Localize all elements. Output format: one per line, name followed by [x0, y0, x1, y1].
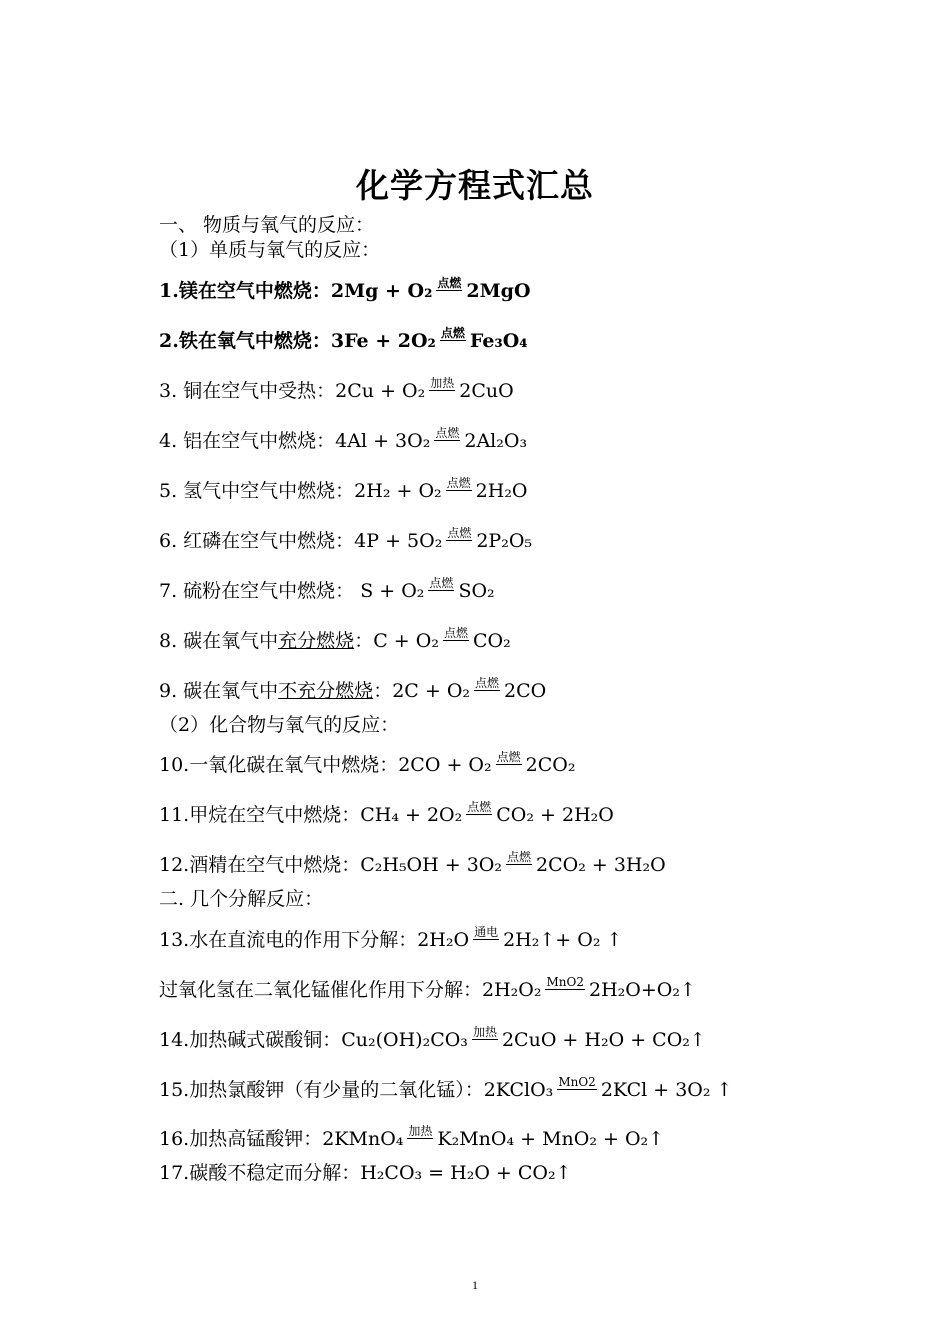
condition-mark: 点燃 [467, 800, 492, 814]
condition-mark: 加热 [430, 376, 455, 390]
reaction-label: 14.加热碱式碳酸铜： [159, 1029, 342, 1051]
reaction-label-emphasis: 充分燃烧 [278, 630, 355, 652]
condition-mark: 点燃 [443, 626, 468, 640]
products: 2MgO [466, 280, 531, 302]
reaction-label: 过氧化氢在二氧化锰催化作用下分解： [159, 979, 483, 1001]
reaction-label: 15.加热氯酸钾（有少量的二氧化锰）： [159, 1079, 484, 1101]
reaction-8 [159, 627, 511, 653]
reaction-14 [159, 1026, 706, 1052]
products: Fe₃O₄ [469, 330, 528, 352]
section-heading-oxygen: 一、 物质与氧气的反应： [159, 214, 375, 236]
reactants: 2H₂O₂ [482, 979, 542, 1001]
condition-mark: 点燃 [475, 676, 500, 690]
reaction-label-colon: ： [354, 630, 374, 652]
reaction-4 [159, 427, 527, 453]
subsection-elements: （1）单质与氧气的反应： [159, 239, 381, 261]
reaction-15 [159, 1076, 732, 1102]
products: 2Al₂O₃ [464, 430, 528, 452]
reaction-label: 13.水在直流电的作用下分解： [159, 929, 418, 951]
products: 2P₂O₅ [476, 530, 533, 552]
products: K₂MnO₄ + MnO₂ + O₂↑ [437, 1128, 665, 1150]
condition-mark: 点燃 [429, 576, 454, 590]
reaction-3 [159, 377, 514, 403]
reaction-label: 6. 红磷在空气中燃烧： [159, 530, 355, 552]
condition-mark: 点燃 [440, 326, 465, 340]
reaction-10 [159, 751, 575, 777]
reaction-16 [159, 1125, 664, 1151]
products: 2KCl + 3O₂ ↑ [600, 1079, 733, 1101]
reactants: Cu₂(OH)₂CO₃ [341, 1029, 468, 1051]
reaction-9 [159, 677, 546, 703]
condition-mark: 点燃 [446, 476, 471, 490]
products: 2CO [504, 680, 547, 702]
reactants: C + O₂ [373, 630, 439, 652]
reactants: S + O₂ [354, 580, 425, 602]
reactants: 2H₂ + O₂ [354, 480, 442, 502]
reaction-hydrogen-peroxide [159, 976, 696, 1002]
reaction-1 [159, 277, 531, 303]
page-title: 化学方程式汇总 [356, 166, 594, 205]
reaction-label: 7. 硫粉在空气中燃烧： [159, 580, 355, 602]
reaction-label: 4. 铝在空气中燃烧： [159, 430, 336, 452]
reactants: CH₄ + 2O₂ [360, 804, 463, 826]
reactants: 2C + O₂ [392, 680, 471, 702]
condition-mark: 点燃 [435, 426, 460, 440]
products: 2H₂O [475, 480, 528, 502]
reactants: 2CO + O₂ [398, 754, 492, 776]
reactants: C₂H₅OH + 3O₂ [360, 854, 502, 876]
reactants: 4P + 5O₂ [354, 530, 443, 552]
reaction-label: 2.铁在氧气中燃烧： [159, 330, 331, 352]
reaction-label: 12.酒精在空气中燃烧： [159, 854, 361, 876]
reaction-label: 17.碳酸不稳定而分解： [159, 1162, 361, 1184]
reaction-label-emphasis: 不充分燃烧 [278, 680, 374, 702]
reaction-11 [159, 801, 614, 827]
products: 2CuO + H₂O + CO₂↑ [501, 1029, 706, 1051]
subsection-compounds: （2）化合物与氧气的反应： [159, 714, 400, 736]
reaction-label: 11.甲烷在空气中燃烧： [159, 804, 361, 826]
condition-mark: 点燃 [437, 276, 462, 290]
condition-mark: 点燃 [496, 750, 521, 764]
condition-mark: 点燃 [447, 526, 472, 540]
reaction-label: 16.加热高锰酸钾： [159, 1128, 323, 1150]
condition-mark: MnO2 [546, 975, 584, 989]
reaction-label-colon: ： [373, 680, 393, 702]
reaction-2 [159, 327, 528, 353]
products: SO₂ [458, 580, 495, 602]
reaction-12 [159, 851, 666, 877]
reaction-5 [159, 477, 528, 503]
condition-mark: 加热 [472, 1025, 497, 1039]
reaction-label: 1.镁在空气中燃烧： [159, 280, 331, 302]
reaction-label: 10.一氧化碳在氧气中燃烧： [159, 754, 399, 776]
condition-mark: MnO2 [558, 1075, 596, 1089]
reaction-6 [159, 527, 532, 553]
reactants: 2KMnO₄ [322, 1128, 404, 1150]
page-number: 1 [472, 1278, 478, 1292]
products: CO₂ + 2H₂O [496, 804, 614, 826]
reaction-13 [159, 926, 622, 952]
reactants: 2Cu + O₂ [335, 380, 426, 402]
condition-mark: 加热 [408, 1124, 433, 1138]
reaction-label: 3. 铜在空气中受热： [159, 380, 336, 402]
reactants: 2KClO₃ [483, 1079, 554, 1101]
reaction-label: 5. 氢气中空气中燃烧： [159, 480, 355, 502]
reaction-label: 9. 碳在氧气中 [159, 680, 279, 702]
products: 2H₂O+O₂↑ [588, 979, 696, 1001]
condition-mark: 通电 [474, 925, 499, 939]
products: CO₂ [472, 630, 511, 652]
section-heading-decomposition: 二. 几个分解反应： [159, 888, 324, 910]
products: 2H₂↑+ O₂ ↑ [503, 929, 623, 951]
products: 2CO₂ [525, 754, 576, 776]
reaction-7 [159, 577, 495, 603]
reactants: 2H₂O [417, 929, 470, 951]
products: 2CO₂ + 3H₂O [536, 854, 666, 876]
reactants: 2Mg + O₂ [330, 280, 433, 302]
reactants: 3Fe + 2O₂ [330, 330, 436, 352]
products: 2CuO [459, 380, 514, 402]
equation: H₂CO₃ = H₂O + CO₂↑ [360, 1162, 572, 1184]
condition-mark: 点燃 [507, 850, 532, 864]
reaction-17 [159, 1160, 572, 1186]
reactants: 4Al + 3O₂ [335, 430, 431, 452]
reaction-label: 8. 碳在氧气中 [159, 630, 279, 652]
